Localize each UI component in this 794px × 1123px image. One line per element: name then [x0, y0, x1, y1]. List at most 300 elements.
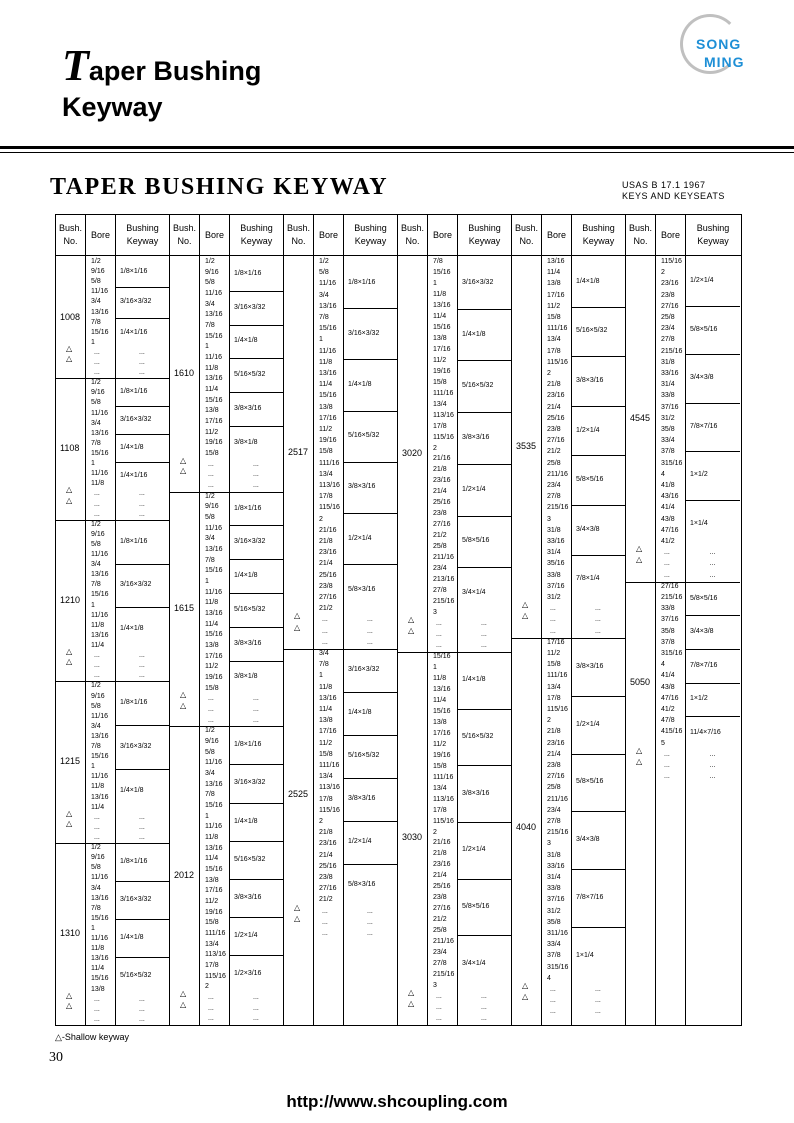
- bore-size: 7/8: [91, 904, 101, 912]
- bore-size: 27/16: [433, 905, 451, 913]
- bore-size: 15/16: [91, 328, 109, 336]
- shallow-keyway-marker: △: [66, 485, 73, 495]
- logo-text-bottom: MING: [704, 54, 745, 70]
- bore-size: 41/2: [661, 706, 675, 713]
- keyway-size: 1/8×1/16: [120, 699, 148, 707]
- bore-size: 11/2: [547, 302, 561, 310]
- keyway-ellipsis: ...: [253, 471, 259, 479]
- keyway-divider: [572, 307, 625, 308]
- keyway-size: 1/2×1/4: [576, 720, 600, 728]
- keyway-ellipsis: ...: [709, 750, 716, 758]
- keyway-divider: [458, 822, 511, 823]
- bore-size: 15/16: [205, 332, 223, 340]
- shallow-keyway-marker: △: [66, 657, 73, 667]
- keyway-divider: [344, 308, 397, 309]
- bore-size: 3: [547, 840, 551, 848]
- shallow-keyway-marker: △: [408, 626, 415, 636]
- bore-size: 1: [91, 338, 95, 346]
- bore-size: 15/16: [91, 914, 109, 922]
- keyway-table: [55, 214, 742, 1026]
- bore-size: 7/8: [205, 556, 215, 564]
- bore-size: 23/16: [433, 477, 451, 485]
- keyway-size: 3/4×3/8: [690, 374, 714, 382]
- header-divider: [626, 255, 741, 256]
- bore-size: 13/16: [205, 375, 223, 383]
- bore-size: 11/16: [205, 524, 222, 532]
- keyway-divider: [686, 683, 740, 684]
- bore-size: 15/8: [433, 378, 447, 386]
- bore-size: 11/4: [91, 803, 105, 811]
- header-divider: [512, 255, 626, 256]
- bore-size: 1: [91, 763, 95, 771]
- bore-size: 33/4: [661, 437, 675, 445]
- keyway-divider: [686, 649, 740, 650]
- bore-size: 31/2: [547, 594, 561, 601]
- bore-size: 11/8: [205, 599, 219, 607]
- keyway-divider: [686, 451, 740, 452]
- bore-size: 27/16: [547, 773, 565, 781]
- bore-size: 25/8: [547, 459, 561, 467]
- bore-size: 23/8: [661, 291, 675, 299]
- bore-size: 43/8: [661, 683, 675, 691]
- keyway-size: 7/8×7/16: [690, 422, 718, 430]
- keyway-ellipsis: ...: [709, 762, 716, 769]
- bore-size: 315/16: [547, 963, 569, 971]
- bore-size: 2: [205, 983, 209, 991]
- bore-ellipsis: ...: [664, 750, 670, 758]
- keyway-divider: [230, 593, 283, 594]
- bore-size: 215/16: [547, 504, 569, 512]
- bore-size: 13/8: [91, 985, 105, 993]
- keyway-ellipsis: ...: [367, 638, 373, 646]
- keyway-divider: [572, 811, 625, 812]
- bushing-divider: [170, 492, 283, 493]
- keyway-divider: [116, 957, 169, 958]
- bore-size: 1: [205, 343, 209, 351]
- column-divider: [571, 215, 572, 1025]
- bore-size: 15/8: [547, 661, 561, 669]
- bore-size: 15/16: [433, 323, 451, 331]
- bore-size: 11/2: [205, 428, 219, 436]
- bore-size: 13/8: [319, 403, 333, 411]
- bushing-number: 1310: [60, 928, 81, 939]
- bore-size: 11/2: [319, 426, 333, 433]
- keyway-size: 1/8×1/16: [120, 388, 148, 396]
- keyway-ellipsis: ...: [139, 359, 145, 367]
- bore-size: 9/16: [91, 530, 105, 538]
- bore-size: 47/8: [661, 717, 675, 725]
- bore-size: 27/8: [433, 587, 447, 595]
- bore-size: 17/8: [433, 806, 447, 814]
- standard-line1: USAS B 17.1 1967: [622, 180, 706, 190]
- keyway-divider: [686, 500, 740, 501]
- bore-size: 33/8: [661, 392, 675, 400]
- keyway-ellipsis: ...: [253, 482, 259, 489]
- bore-size: 115/16: [433, 433, 454, 441]
- bore-size: 21/2: [547, 448, 561, 456]
- keyway-ellipsis: ...: [709, 571, 716, 579]
- bore-size: 1/2: [91, 844, 101, 852]
- bore-ellipsis: ...: [436, 620, 442, 628]
- keyway-size: 3/8×3/16: [234, 405, 262, 412]
- bore-size: 23/4: [547, 806, 561, 814]
- keyway-size: 1×1/2: [690, 695, 708, 703]
- bore-size: 11/16: [205, 823, 222, 831]
- title-line2: Keyway: [62, 92, 163, 122]
- column-divider: [343, 215, 344, 1025]
- bore-size: 19/16: [205, 674, 223, 681]
- bore-size: 115/16: [205, 972, 226, 980]
- bore-size: 21/16: [433, 839, 451, 847]
- shallow-keyway-marker: △: [66, 990, 73, 1000]
- bore-ellipsis: ...: [94, 500, 100, 508]
- bore-size: 21/16: [433, 455, 451, 463]
- keyway-size: 1/8×1/16: [234, 504, 262, 512]
- keyway-size: 5/16×5/32: [234, 855, 266, 863]
- bore-size: 9/16: [91, 389, 105, 397]
- bore-size: 13/16: [319, 370, 337, 377]
- bore-size: 41/8: [661, 482, 675, 489]
- standard-reference: [622, 180, 725, 202]
- keyway-ellipsis: ...: [595, 627, 601, 635]
- bore-size: 13/16: [91, 429, 109, 437]
- bore-size: 1/2: [91, 682, 101, 690]
- header-keyway: Bushing Keyway: [458, 215, 511, 256]
- keyway-size: 1/2×1/4: [348, 534, 372, 542]
- bore-size: 31/2: [547, 907, 561, 915]
- bore-size: 17/8: [319, 493, 333, 501]
- keyway-size: 1/4×1/8: [234, 572, 258, 580]
- keyway-divider: [230, 917, 283, 918]
- bore-size: 3/4: [205, 770, 215, 777]
- bore-size: 25/16: [319, 862, 337, 870]
- bore-size: 27/8: [433, 960, 447, 968]
- bore-size: 11/8: [319, 358, 333, 366]
- bore-size: 13/4: [433, 784, 447, 792]
- bore-size: 17/16: [319, 414, 337, 422]
- column-divider: [457, 215, 458, 1025]
- keyway-size: 1/4×1/8: [120, 625, 144, 633]
- keyway-ellipsis: ...: [253, 706, 259, 713]
- bore-size: 1/2: [319, 258, 329, 265]
- bore-ellipsis: ...: [550, 997, 556, 1005]
- bore-size: 111/16: [205, 930, 226, 937]
- bore-ellipsis: ...: [550, 1008, 556, 1016]
- bore-size: 11/2: [205, 663, 219, 671]
- bore-size: 25/8: [547, 784, 561, 792]
- shallow-keyway-marker: △: [408, 615, 415, 625]
- keyway-divider: [344, 735, 397, 736]
- keyway-ellipsis: ...: [139, 813, 145, 821]
- header-bore: Bore: [314, 215, 343, 256]
- keyway-divider: [344, 821, 397, 822]
- keyway-ellipsis: ...: [253, 1015, 259, 1023]
- bushing-number: 2517: [288, 447, 309, 457]
- keyway-size: 3/16×3/32: [120, 581, 152, 589]
- keyway-ellipsis: ...: [139, 348, 145, 356]
- bushing-number: 1008: [60, 311, 81, 322]
- header-keyway: Bushing Keyway: [686, 215, 740, 256]
- bore-size: 111/16: [319, 459, 340, 467]
- bore-size: 9/16: [205, 503, 219, 511]
- shallow-keyway-marker: △: [66, 647, 73, 657]
- bore-size: 17/16: [547, 291, 565, 299]
- bore-size: 27/16: [661, 302, 679, 310]
- keyway-divider: [230, 392, 283, 393]
- keyway-ellipsis: ...: [595, 1008, 601, 1016]
- bore-ellipsis: ...: [436, 631, 442, 639]
- bore-size: 2: [547, 370, 551, 377]
- bore-size: 111/16: [433, 773, 454, 781]
- keyway-divider: [230, 525, 283, 526]
- bore-size: 25/8: [433, 927, 447, 935]
- bore-ellipsis: ...: [208, 994, 214, 1001]
- bore-ellipsis: ...: [664, 549, 670, 557]
- keyway-size: 3/16×3/32: [462, 278, 494, 286]
- bore-size: 23/16: [319, 549, 337, 557]
- bore-size: 13/8: [433, 334, 447, 342]
- keyway-divider: [458, 360, 511, 361]
- keyway-ellipsis: ...: [139, 823, 145, 831]
- bore-size: 5/8: [91, 399, 101, 407]
- bore-size: 11/4: [205, 386, 219, 393]
- bore-size: 9/16: [205, 268, 219, 276]
- keyway-size: 3/8×3/16: [348, 483, 376, 491]
- bore-size: 7/8: [433, 258, 443, 265]
- bore-size: 21/4: [319, 560, 333, 568]
- bore-size: 1/2: [91, 258, 101, 265]
- bore-size: 11/16: [205, 588, 222, 596]
- keyway-divider: [458, 879, 511, 880]
- bore-size: 11/8: [91, 783, 105, 791]
- keyway-size: 11/4×7/16: [690, 729, 721, 736]
- bore-ellipsis: ...: [94, 995, 100, 1003]
- page-number: 30: [49, 1050, 63, 1065]
- keyway-divider: [344, 778, 397, 779]
- keyway-ellipsis: ...: [139, 662, 145, 670]
- header-rule-thin: [0, 152, 794, 153]
- keyway-size: 3/16×3/32: [120, 298, 152, 306]
- column-divider: [85, 215, 86, 1025]
- bore-size: 213/16: [433, 576, 455, 584]
- bore-size: 13/8: [205, 407, 219, 415]
- bore-size: 21/8: [433, 466, 447, 474]
- bore-size: 41/4: [661, 504, 675, 512]
- bore-size: 15/16: [433, 652, 451, 660]
- bore-size: 7/8: [319, 314, 329, 321]
- bore-size: 115/16: [547, 358, 568, 366]
- bore-size: 2: [319, 515, 323, 523]
- keyway-size: 1/4×1/16: [120, 471, 148, 479]
- bore-size: 9/16: [91, 268, 105, 276]
- bore-ellipsis: ...: [94, 510, 100, 518]
- bore-size: 17/8: [433, 422, 447, 430]
- bore-ellipsis: ...: [208, 482, 214, 489]
- keyway-size: 3/8×3/16: [234, 639, 262, 647]
- bore-size: 17/16: [205, 887, 223, 895]
- column-divider: [541, 215, 542, 1025]
- bore-size: 13/16: [319, 694, 337, 702]
- keyway-size: 7/8×7/16: [690, 661, 718, 669]
- shallow-keyway-marker: △: [66, 343, 73, 353]
- bore-size: 115/16: [319, 504, 340, 512]
- keyway-divider: [116, 769, 169, 770]
- shallow-keyway-marker: △: [522, 611, 529, 621]
- bore-size: 13/16: [205, 546, 223, 553]
- bore-ellipsis: ...: [550, 605, 556, 613]
- bore-size: 11/8: [91, 945, 105, 953]
- bore-size: 5/8: [205, 279, 215, 287]
- bore-size: 13/8: [547, 280, 561, 288]
- keyway-ellipsis: ...: [139, 995, 145, 1003]
- bore-size: 1: [91, 460, 95, 468]
- bore-size: 113/16: [433, 411, 454, 419]
- column-divider: [313, 215, 314, 1025]
- bore-size: 11/16: [205, 354, 222, 361]
- bushing-number: 4040: [516, 822, 537, 833]
- keyway-ellipsis: ...: [367, 907, 373, 915]
- bore-size: 33/4: [547, 941, 561, 949]
- bore-size: 311/16: [547, 930, 568, 937]
- bushing-divider: [56, 520, 169, 521]
- bore-size: 11/4: [91, 965, 105, 973]
- bore-size: 11/16: [205, 290, 222, 297]
- keyway-size: 3/4×3/8: [576, 525, 600, 533]
- standard-line2: KEYS AND KEYSEATS: [622, 191, 725, 201]
- keyway-size: 3/16×3/32: [120, 743, 152, 751]
- keyway-size: 1/2×1/4: [462, 485, 486, 493]
- bore-size: 1/2: [205, 258, 215, 265]
- bore-ellipsis: ...: [94, 1015, 100, 1023]
- bore-size: 115/16: [433, 817, 454, 825]
- bore-size: 19/16: [319, 437, 337, 445]
- keyway-size: 1/2×1/4: [690, 277, 714, 285]
- bore-size: 9/16: [205, 738, 219, 745]
- bore-size: 3: [547, 515, 551, 523]
- bore-size: 11/2: [319, 739, 333, 747]
- keyway-divider: [458, 412, 511, 413]
- keyway-divider: [458, 309, 511, 310]
- keyway-divider: [230, 559, 283, 560]
- shallow-keyway-marker: △: [522, 992, 529, 1002]
- bore-size: 13/4: [205, 940, 219, 948]
- keyway-size: 3/16×3/32: [120, 415, 152, 423]
- keyway-divider: [230, 803, 283, 804]
- bore-size: 21/4: [433, 488, 447, 496]
- bore-ellipsis: ...: [94, 672, 100, 680]
- bore-size: 11/16: [91, 935, 108, 943]
- keyway-ellipsis: ...: [481, 1015, 487, 1023]
- keyway-ellipsis: ...: [253, 716, 259, 724]
- column-divider: [427, 215, 428, 1025]
- bore-size: 13/16: [433, 685, 451, 693]
- bore-ellipsis: ...: [94, 1005, 100, 1013]
- keyway-ellipsis: ...: [481, 642, 487, 649]
- bore-size: 23/16: [547, 739, 565, 747]
- keyway-divider: [116, 318, 169, 319]
- bore-size: 11/4: [205, 855, 219, 863]
- bore-size: 43/8: [661, 515, 675, 523]
- keyway-ellipsis: ...: [481, 993, 487, 1001]
- header-divider: [284, 255, 398, 256]
- bore-size: 17/8: [547, 694, 561, 702]
- shallow-keyway-marker: △: [636, 555, 643, 565]
- bore-size: 111/16: [433, 389, 454, 397]
- bore-ellipsis: ...: [322, 930, 328, 937]
- header-bush-no: Bush. No.: [284, 215, 313, 256]
- keyway-size: 1/2×3/16: [234, 969, 262, 977]
- bore-size: 27/16: [319, 885, 337, 893]
- bore-size: 13/8: [205, 642, 219, 649]
- bore-ellipsis: ...: [550, 616, 556, 624]
- bushing-divider: [284, 649, 397, 650]
- bore-size: 11/2: [205, 898, 219, 905]
- shallow-keyway-marker: △: [66, 1000, 73, 1010]
- bore-size: 15/16: [319, 392, 337, 400]
- bushing-number: 3535: [516, 441, 537, 452]
- bore-size: 23/4: [547, 482, 561, 489]
- bore-size: 17/16: [319, 728, 337, 736]
- bushing-divider: [56, 378, 169, 379]
- website-url[interactable]: http://www.shcoupling.com: [286, 1092, 508, 1111]
- bore-ellipsis: ...: [550, 627, 556, 635]
- keyway-ellipsis: ...: [595, 616, 601, 624]
- bushing-number: 1215: [60, 756, 81, 767]
- bore-size: 13/16: [91, 631, 109, 639]
- bore-size: 13/16: [205, 311, 223, 319]
- bore-size: 23/16: [433, 861, 451, 869]
- bore-ellipsis: ...: [94, 348, 100, 356]
- keyway-size: 5/8×5/16: [690, 594, 718, 602]
- keyway-divider: [344, 411, 397, 412]
- bore-size: 21/4: [433, 872, 447, 880]
- keyway-divider: [116, 881, 169, 882]
- bore-size: 17/8: [319, 795, 333, 803]
- keyway-divider: [230, 291, 283, 292]
- keyway-divider: [686, 716, 740, 717]
- bore-size: 11/4: [433, 312, 447, 320]
- bore-size: 2: [319, 818, 323, 825]
- bore-size: 1: [433, 663, 437, 671]
- bore-size: 11/4: [319, 706, 333, 713]
- keyway-size: 1×1/4: [690, 519, 708, 527]
- keyway-divider: [572, 505, 625, 506]
- shallow-keyway-marker: △: [294, 611, 301, 621]
- column-divider: [115, 215, 116, 1025]
- keyway-size: 5/8×5/16: [462, 537, 490, 545]
- bore-ellipsis: ...: [94, 662, 100, 670]
- bore-size: 19/16: [205, 439, 223, 447]
- bore-size: 15/16: [91, 975, 109, 983]
- keyway-size: 1/8×1/16: [348, 278, 376, 286]
- keyway-divider: [686, 306, 740, 307]
- bore-size: 11/8: [91, 480, 105, 488]
- bore-size: 13/16: [91, 955, 109, 963]
- bore-size: 15/16: [91, 450, 109, 457]
- keyway-divider: [230, 325, 283, 326]
- bore-size: 17/16: [433, 729, 451, 737]
- bore-size: 3/4: [91, 561, 101, 569]
- keyway-divider: [344, 359, 397, 360]
- column-divider: [199, 215, 200, 1025]
- bore-size: 17/8: [547, 347, 561, 355]
- header-bore: Bore: [428, 215, 457, 256]
- keyway-divider: [572, 356, 625, 357]
- bore-size: 13/16: [91, 732, 109, 740]
- bore-size: 7/8: [319, 661, 329, 669]
- column-divider: [655, 215, 656, 1025]
- bore-size: 21/2: [319, 605, 333, 613]
